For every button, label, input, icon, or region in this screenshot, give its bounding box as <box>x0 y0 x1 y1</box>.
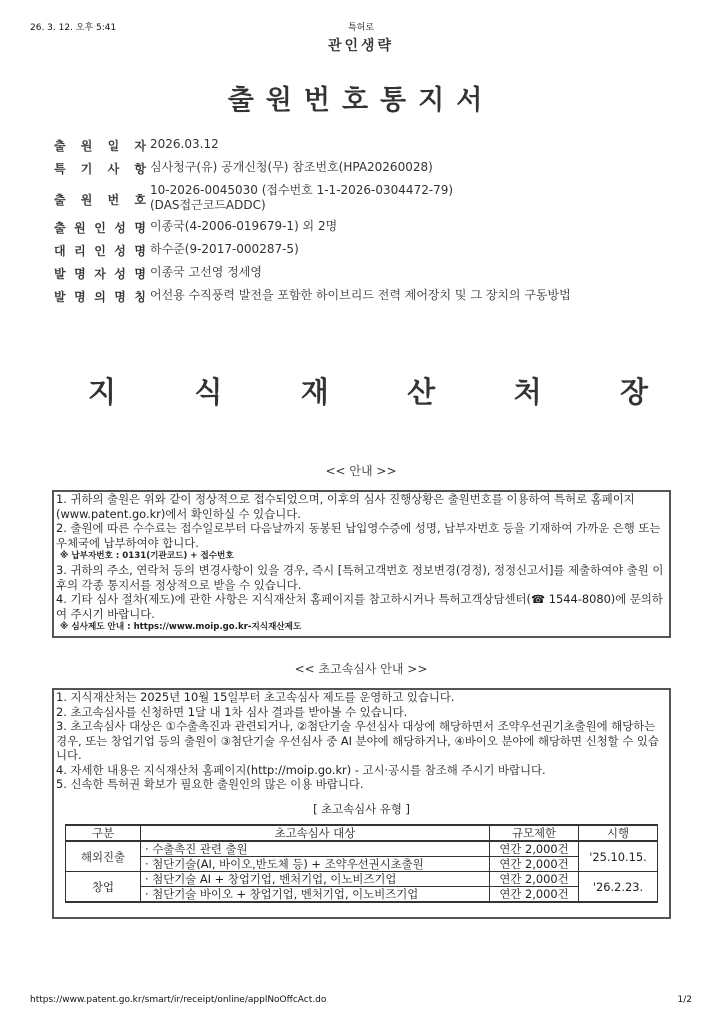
table-row <box>66 872 658 887</box>
info-label <box>54 137 150 154</box>
info-label-char: 자 <box>134 139 146 153</box>
date-cell: '26.2.23. <box>579 872 658 903</box>
info-label <box>54 288 150 305</box>
info-label-char: 일 <box>107 139 120 153</box>
info-label-char: 번 <box>107 193 120 207</box>
fast-track-table-title: [ 초고속심사 유형 ] <box>313 801 410 816</box>
agent-name: 하수준(9-2017-000287-5) <box>150 242 299 256</box>
info-label-char: 인 <box>94 244 106 258</box>
remarks: 심사청구(유) 공개신청(무) 참조번호(HPA20260028) <box>150 160 433 174</box>
info-label-char: 출 <box>54 221 66 235</box>
info-label-char: 명 <box>134 267 146 281</box>
filing-date: 2026.03.12 <box>150 137 219 151</box>
limit-cell: 연간 2,000건 <box>490 841 579 857</box>
info-label-char: 출 <box>54 139 66 153</box>
guide-item: 3. 귀하의 주소, 연락처 등의 변경사항이 있을 경우, 즉시 [특허고객번호 정보변경(경정), 정정신고서]를 제출하여야 출원 이후의 각종 통지서를 정상적으로 받을 수 있습니다. <box>56 563 664 592</box>
info-label-char: 출 <box>54 193 66 207</box>
issuer-name <box>88 370 648 411</box>
info-label-char: 자 <box>94 267 106 281</box>
limit-cell: 연간 2,000건 <box>490 857 579 872</box>
table-row <box>66 887 658 903</box>
fast-track-item: 3. 초고속심사 대상은 ①수출촉진과 관련되거나, ②첨단기술 우선심사 대상에 해당하면서 조약우선권기초출원에 해당하는 경우, 또는 창업기업 등의 출원이 ③첨단기술 우선심사 중 AI 분야에 해당하거나, ④바이오 분야에 해당하면 신청할 수 있습니다. <box>56 719 659 762</box>
info-row-remarks <box>54 160 674 177</box>
info-label-char: 성 <box>114 267 126 281</box>
info-row-agent <box>54 242 674 259</box>
application-number-line1: 10-2026-0045030 (접수번호 1-1-2026-0304472-79) <box>150 183 454 197</box>
issuer-char: 처 <box>513 375 542 409</box>
date-cell: '25.10.15. <box>579 841 658 872</box>
info-label-char: 성 <box>114 221 126 235</box>
info-label <box>54 219 150 236</box>
fast-track-box <box>52 688 671 919</box>
exam-system-note: ※ 심사제도 안내 : https://www.moip.go.kr-지식재산제도 <box>60 622 302 632</box>
info-label-char: 호 <box>134 193 146 207</box>
guide-item: 1. 귀하의 출원은 위와 같이 정상적으로 접수되었으며, 이후의 심사 진행상황은 출원번호를 이용하여 특허로 홈페이지(www.patent.go.kr)에서 확인하실 수 있습니다. <box>56 492 635 521</box>
fast-track-types-table <box>65 824 658 903</box>
info-label-char: 특 <box>54 162 66 176</box>
info-label-char: 원 <box>74 221 86 235</box>
info-row-application-number <box>54 183 674 213</box>
application-info <box>54 137 674 311</box>
col-header-date: 시행 <box>579 825 658 841</box>
info-label-char: 원 <box>80 139 93 153</box>
applicant-name: 이종국(4-2006-019679-1) 외 2명 <box>150 219 338 233</box>
info-label <box>54 191 150 208</box>
info-label-char: 명 <box>134 221 146 235</box>
fast-track-item: 2. 초고속심사를 신청하면 1달 내 1차 심사 결과를 받아볼 수 있습니다. <box>56 704 408 719</box>
category-cell: 창업 <box>66 872 141 903</box>
col-header-target: 초고속심사 대상 <box>141 825 490 841</box>
info-label-char: 대 <box>54 244 66 258</box>
table-header-row <box>66 825 658 841</box>
page-number: 1/2 <box>677 995 692 1005</box>
info-label-char: 원 <box>80 193 93 207</box>
application-number-line2: (DAS접근코드ADDC) <box>150 198 266 212</box>
info-label-char: 성 <box>114 244 126 258</box>
info-label-char: 의 <box>94 290 106 304</box>
payer-number-note: ※ 납부자번호 : 0131(기관코드) + 접수번호 <box>60 551 234 561</box>
info-row-filing-date <box>54 137 674 154</box>
guide-item: 2. 출원에 따른 수수료는 접수일로부터 다음날까지 동봉된 납입영수증에 성명, 납부자번호 등을 기재하여 가까운 은행 또는 우체국에 납부하여야 합니다. <box>56 521 661 550</box>
info-label-char: 인 <box>94 221 106 235</box>
info-label-char: 명 <box>74 290 86 304</box>
application-number <box>150 183 674 213</box>
info-label-char: 리 <box>74 244 86 258</box>
table-row <box>66 841 658 857</box>
info-label <box>54 265 150 282</box>
issuer-char: 재 <box>300 375 329 409</box>
issuer-char: 산 <box>407 375 436 409</box>
document-title: 출원번호통지서 <box>227 85 495 116</box>
info-label <box>54 242 150 259</box>
info-label-char: 명 <box>114 290 126 304</box>
table-row <box>66 857 658 872</box>
fast-track-item: 5. 신속한 특허권 확보가 필요한 출원인의 많은 이용 바랍니다. <box>56 777 364 791</box>
target-cell: · 첨단기술 AI + 창업기업, 벤처기업, 이노비즈기업 <box>141 872 490 887</box>
inventor-names: 이종국 고선영 정세영 <box>150 265 262 279</box>
guide-title: << 안내 >> <box>325 464 397 478</box>
category-cell: 해외진출 <box>66 841 141 872</box>
info-label-char: 명 <box>134 244 146 258</box>
print-datetime: 26. 3. 12. 오후 5:41 <box>30 23 117 33</box>
guide-box <box>52 490 671 638</box>
info-label-char: 사 <box>107 162 120 176</box>
info-label-char: 명 <box>74 267 86 281</box>
print-url: https://www.patent.go.kr/smart/ir/receipt/online/applNoOffcAct.do <box>30 995 327 1005</box>
target-cell: · 첨단기술 바이오 + 창업기업, 벤처기업, 이노비즈기업 <box>141 887 490 903</box>
info-label-char: 칭 <box>134 290 146 304</box>
col-header-limit: 규모제한 <box>490 825 579 841</box>
info-label-char: 발 <box>54 267 66 281</box>
limit-cell: 연간 2,000건 <box>490 872 579 887</box>
col-header-category: 구분 <box>66 825 141 841</box>
info-row-invention-title <box>54 288 674 305</box>
issuer-char: 식 <box>194 375 223 409</box>
info-label <box>54 160 150 177</box>
guide-item: 4. 기타 심사 절차(제도)에 관한 사항은 지식재산처 홈페이지를 참고하시거나 특허고객상담센터(☎ 1544-8080)에 문의하여 주시기 바랍니다. <box>56 592 663 621</box>
seal-omitted-text: 관인생략 <box>327 38 395 54</box>
info-label-char: 항 <box>134 162 146 176</box>
info-row-inventors <box>54 265 674 282</box>
target-cell: · 수출촉진 관련 출원 <box>141 841 490 857</box>
fast-track-item: 4. 자세한 내용은 지식재산처 홈페이지(http://moip.go.kr) - 고시·공시를 참조해 주시기 바랍니다. <box>56 762 546 777</box>
target-cell: · 첨단기술(AI, 바이오,반도체 등) + 조약우선권시초출원 <box>141 857 490 872</box>
print-site-name: 특허로 <box>347 23 375 33</box>
fast-track-title: << 초고속심사 안내 >> <box>294 662 428 676</box>
issuer-char: 지 <box>88 375 117 409</box>
info-label-char: 기 <box>80 162 93 176</box>
fast-track-item: 1. 지식재산처는 2025년 10월 15일부터 초고속심사 제도를 운영하고 있습니다. <box>56 690 455 704</box>
issuer-char: 장 <box>619 375 648 409</box>
limit-cell: 연간 2,000건 <box>490 887 579 903</box>
invention-title: 어선용 수직풍력 발전을 포함한 하이브리드 전력 제어장치 및 그 장치의 구동방법 <box>150 288 571 302</box>
info-label-char: 발 <box>54 290 66 304</box>
info-row-applicant <box>54 219 674 236</box>
